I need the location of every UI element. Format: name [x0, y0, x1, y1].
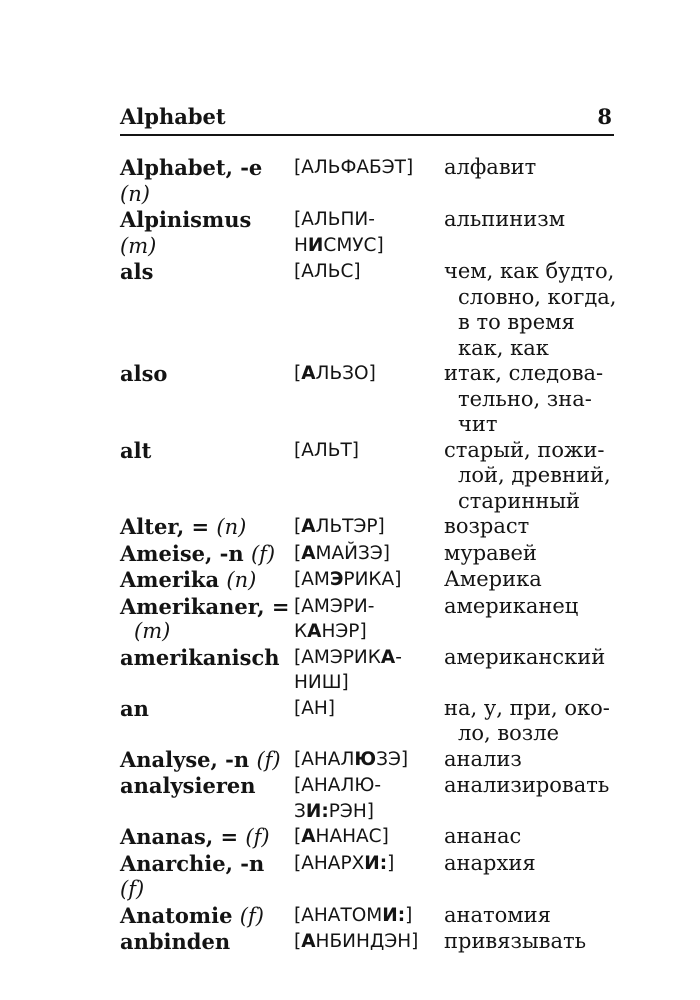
transcription-line [294, 233, 444, 259]
transcription-segment: [ [294, 542, 302, 564]
translation-line: старинный [458, 488, 581, 513]
transcription [294, 361, 444, 438]
dictionary-entry [120, 929, 620, 955]
russian-translation [444, 207, 620, 259]
transcription-segment: РИКА] [343, 569, 402, 590]
translation-line: старый, пожи- [444, 437, 605, 462]
german-headword [120, 645, 294, 696]
transcription-line [294, 259, 444, 285]
headword-text: alt [120, 437, 152, 463]
transcription-segment: ] [387, 852, 395, 874]
headword-text: Amerikaner, = [120, 593, 290, 619]
transcription-segment: ЛЬТЭР] [315, 516, 385, 537]
dictionary-entry [120, 696, 620, 747]
transcription-segment: [ [294, 826, 302, 847]
dictionary-entry [120, 207, 620, 259]
headword-text: als [120, 259, 154, 284]
transcription-segment: [АН] [294, 697, 336, 719]
transcription-line [294, 514, 444, 540]
translation-line: чем, как будто, [444, 259, 615, 283]
translation-line: словно, когда, [458, 284, 617, 309]
dictionary-entries [120, 155, 620, 955]
dictionary-entry [120, 851, 620, 903]
german-headword [120, 903, 294, 930]
transcription-line [294, 799, 444, 825]
transcription [294, 903, 444, 930]
russian-translation [444, 747, 620, 774]
header-title: Alphabet [120, 104, 226, 129]
translation-line: ананас [444, 824, 522, 848]
transcription [294, 645, 444, 696]
headword-text: Alphabet, -e [120, 155, 263, 180]
transcription-line [294, 541, 444, 567]
german-headword [120, 851, 294, 903]
transcription-segment: ] [405, 904, 413, 926]
dictionary-entry [120, 259, 620, 361]
stressed-syllable: А [301, 363, 316, 384]
russian-translation [444, 929, 620, 955]
transcription-line [294, 619, 444, 645]
dictionary-entry [120, 155, 620, 207]
translation-line: американский [444, 644, 606, 669]
german-headword [120, 361, 294, 438]
transcription-segment: РЭН] [328, 800, 374, 822]
transcription-segment: Н [294, 234, 308, 256]
grammar-label: (f) [250, 541, 276, 566]
german-headword [120, 567, 294, 594]
dictionary-entry [120, 645, 620, 696]
transcription-segment: СМУС] [323, 234, 384, 256]
transcription-segment: [АНАЛ [294, 748, 355, 770]
dictionary-entry [120, 903, 620, 930]
stressed-syllable: Э [329, 569, 344, 590]
russian-translation [444, 594, 620, 645]
transcription-line [294, 747, 444, 773]
russian-translation [444, 541, 620, 568]
russian-translation [444, 696, 620, 747]
german-headword [120, 594, 294, 645]
headword-text: anbinden [120, 929, 231, 954]
dictionary-entry [120, 747, 620, 774]
translation-line: Америка [444, 567, 542, 591]
russian-translation [444, 824, 620, 851]
german-headword [120, 747, 294, 774]
grammar-label: (n) [216, 515, 247, 539]
transcription-line [294, 155, 444, 181]
transcription-segment: К [294, 621, 308, 642]
transcription-segment: НИШ] [294, 672, 349, 693]
transcription [294, 514, 444, 541]
translation-line: лой, древний, [458, 463, 611, 487]
headword-text: analysieren [120, 773, 256, 798]
stressed-syllable: А [301, 826, 316, 847]
transcription [294, 438, 444, 515]
headword-text: Anatomie [120, 902, 233, 928]
translation-line: алфавит [444, 155, 537, 179]
transcription-segment: [ [294, 363, 302, 384]
transcription-segment: ЗЭ] [376, 748, 409, 770]
transcription-line [294, 929, 444, 955]
running-header [120, 100, 614, 136]
transcription-line [294, 773, 444, 799]
transcription [294, 594, 444, 645]
transcription-line [294, 903, 444, 929]
translation-line: привязывать [444, 929, 587, 953]
transcription-segment: [АНАРХ [294, 852, 365, 874]
grammar-label: (n) [120, 181, 150, 206]
russian-translation [444, 645, 620, 696]
transcription-segment: З [294, 800, 306, 822]
russian-translation [444, 259, 620, 361]
german-headword [120, 438, 294, 515]
dictionary-entry [120, 773, 620, 824]
grammar-label: (f) [245, 825, 270, 849]
transcription [294, 747, 444, 774]
german-headword [120, 207, 294, 259]
headword-text: Ameise, -n [120, 540, 244, 566]
dictionary-entry [120, 824, 620, 851]
translation-line: анархия [444, 850, 536, 875]
transcription-line [294, 361, 444, 387]
stressed-syllable: Ю [354, 748, 377, 770]
dictionary-entry [120, 541, 620, 568]
russian-translation [444, 851, 620, 903]
transcription [294, 696, 444, 747]
stressed-syllable: И: [382, 904, 406, 926]
dictionary-entry [120, 567, 620, 594]
transcription-line [294, 438, 444, 464]
stressed-syllable: А [380, 646, 396, 668]
transcription-segment: [АМ [294, 569, 330, 590]
stressed-syllable: И: [364, 852, 388, 874]
headword-text: amerikanisch [120, 644, 280, 670]
stressed-syllable: А [301, 931, 316, 952]
russian-translation [444, 361, 620, 438]
transcription-segment: [ [294, 931, 302, 952]
transcription-segment: МАЙЗЭ] [315, 542, 390, 564]
transcription [294, 851, 444, 903]
german-headword [120, 541, 294, 568]
transcription-line [294, 851, 444, 877]
headword-text: Analyse, -n [120, 746, 250, 772]
transcription-segment: [АНАЛЮ- [294, 775, 381, 796]
transcription-segment: НБИНДЭН] [315, 931, 419, 952]
transcription [294, 929, 444, 955]
grammar-label: (f) [239, 903, 264, 928]
transcription-line [294, 696, 444, 722]
transcription-segment: [АЛЬФАБЭТ] [294, 157, 414, 178]
transcription-segment: [АЛЬС] [294, 261, 361, 282]
transcription-segment: [АЛЬТ] [294, 439, 359, 461]
transcription-segment: [АНАТОМ [294, 904, 383, 926]
transcription-segment: [АМЭРИ- [294, 595, 375, 617]
translation-line: анализировать [444, 773, 610, 797]
stressed-syllable: А [307, 621, 322, 642]
transcription-segment: [АМЭРИК [294, 646, 381, 668]
transcription [294, 541, 444, 568]
german-headword [120, 929, 294, 955]
translation-line: итак, следова- [444, 361, 604, 385]
translation-line: как, как [458, 335, 549, 360]
transcription-line [294, 824, 444, 850]
german-headword [120, 514, 294, 541]
transcription-line [294, 645, 444, 671]
translation-line: в то время [458, 310, 575, 334]
transcription [294, 155, 444, 207]
transcription-segment: НЭР] [321, 621, 367, 642]
translation-line: ло, возле [458, 721, 560, 745]
transcription-segment: [АЛЬПИ- [294, 209, 375, 230]
grammar-label: (n) [226, 568, 257, 592]
headword-text: Anarchie, -n [120, 850, 265, 876]
german-headword [120, 824, 294, 851]
transcription-segment: НАНАС] [315, 826, 389, 847]
headword-text: Alpinismus [120, 207, 252, 232]
dictionary-entry [120, 514, 620, 541]
translation-line: анатомия [444, 902, 551, 927]
russian-translation [444, 438, 620, 515]
dictionary-entry [120, 594, 620, 645]
transcription [294, 824, 444, 851]
transcription-segment: [ [294, 516, 302, 537]
grammar-label: (m) [120, 233, 157, 258]
transcription-line [294, 207, 444, 233]
headword-text: Alter, = [120, 514, 210, 539]
grammar-label: (f) [120, 877, 145, 901]
stressed-syllable: А [301, 516, 316, 537]
dictionary-entry [120, 438, 620, 515]
german-headword [120, 773, 294, 824]
translation-line: американец [444, 593, 579, 618]
headword-text: Amerika [120, 567, 220, 592]
translation-line: анализ [444, 746, 522, 771]
translation-line: тельно, зна- [458, 386, 592, 411]
grammar-label: (m) [134, 619, 171, 643]
transcription-line [294, 594, 444, 620]
dictionary-entry [120, 361, 620, 438]
stressed-syllable: И [307, 234, 324, 256]
translation-line: муравей [444, 540, 537, 565]
stressed-syllable: И: [305, 800, 329, 822]
russian-translation [444, 567, 620, 594]
translation-line: возраст [444, 514, 530, 538]
german-headword [120, 259, 294, 361]
page-number: 8 [597, 104, 612, 129]
transcription-segment: - [395, 646, 402, 668]
russian-translation [444, 155, 620, 207]
headword-text: an [120, 695, 149, 721]
transcription [294, 773, 444, 824]
translation-line: на, у, при, око- [444, 695, 610, 720]
german-headword [120, 696, 294, 747]
headword-text: Ananas, = [120, 824, 239, 849]
transcription-line [294, 670, 444, 696]
headword-text: also [120, 361, 168, 386]
transcription-line [294, 567, 444, 593]
translation-line: альпинизм [444, 207, 566, 231]
stressed-syllable: А [301, 542, 316, 564]
russian-translation [444, 773, 620, 824]
transcription [294, 259, 444, 361]
russian-translation [444, 903, 620, 930]
grammar-label: (f) [256, 747, 281, 772]
transcription [294, 567, 444, 594]
translation-line: чит [458, 412, 498, 436]
transcription-segment: ЛЬЗО] [315, 363, 376, 384]
german-headword [120, 155, 294, 207]
transcription [294, 207, 444, 259]
russian-translation [444, 514, 620, 541]
